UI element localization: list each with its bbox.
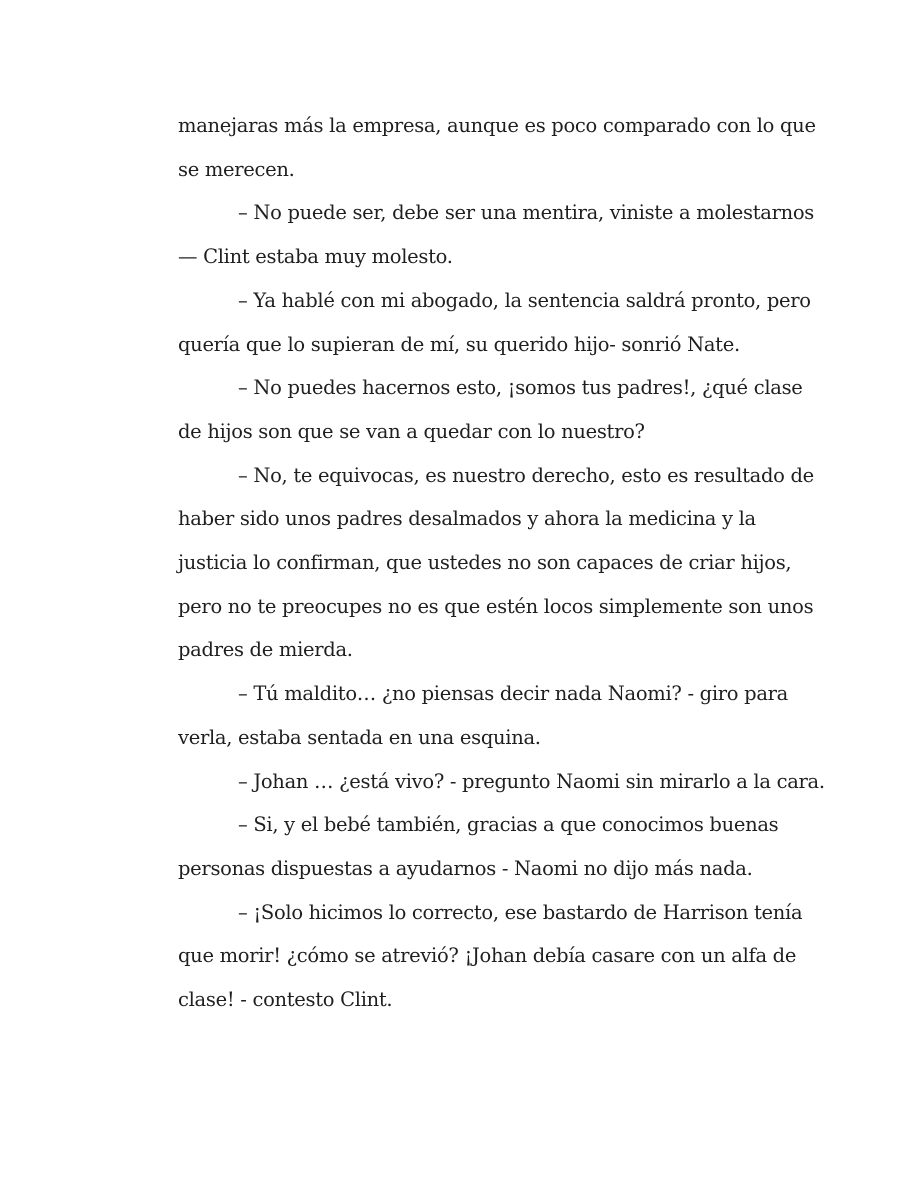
paragraph: – No, te equivocas, es nuestro derecho, esto es resultado de haber sido unos padres desalmados y ahora la medicina y la justicia lo confirman, que ustedes no son capaces de criar hijos, pero no te preocupes no es que estén locos simplemente son unos padres de mierda. bbox=[178, 463, 814, 662]
paragraph: – No puedes hacernos esto, ¡somos tus padres!, ¿qué clase de hijos son que se van a quedar con lo nuestro? bbox=[178, 376, 803, 443]
paragraph: – Tú maldito… ¿no piensas decir nada Naomi? - giro para verla, estaba sentada en una esquina. bbox=[178, 682, 788, 749]
paragraph: – ¡Solo hicimos lo correcto, ese bastardo de Harrison tenía que morir! ¿cómo se atrevió? ¡Johan debía casare con un alfa de clase! - contesto Clint. bbox=[178, 900, 803, 1012]
paragraph: – Johan … ¿está vivo? - pregunto Naomi sin mirarlo a la cara. bbox=[238, 769, 825, 793]
paragraph: – No puede ser, debe ser una mentira, viniste a molestarnos— Clint estaba muy molesto. bbox=[178, 201, 814, 269]
body-text bbox=[178, 104, 826, 1022]
paragraph: – Si, y el bebé también, gracias a que conocimos buenas personas dispuestas a ayudarnos - Naomi no dijo más nada. bbox=[178, 813, 779, 880]
paragraph: – Ya hablé con mi abogado, la sentencia saldrá pronto, pero quería que lo supieran de mí, su querido hijo- sonrió Nate. bbox=[178, 288, 811, 356]
paragraph: manejaras más la empresa, aunque es poco comparado con lo que se merecen. bbox=[178, 114, 816, 181]
